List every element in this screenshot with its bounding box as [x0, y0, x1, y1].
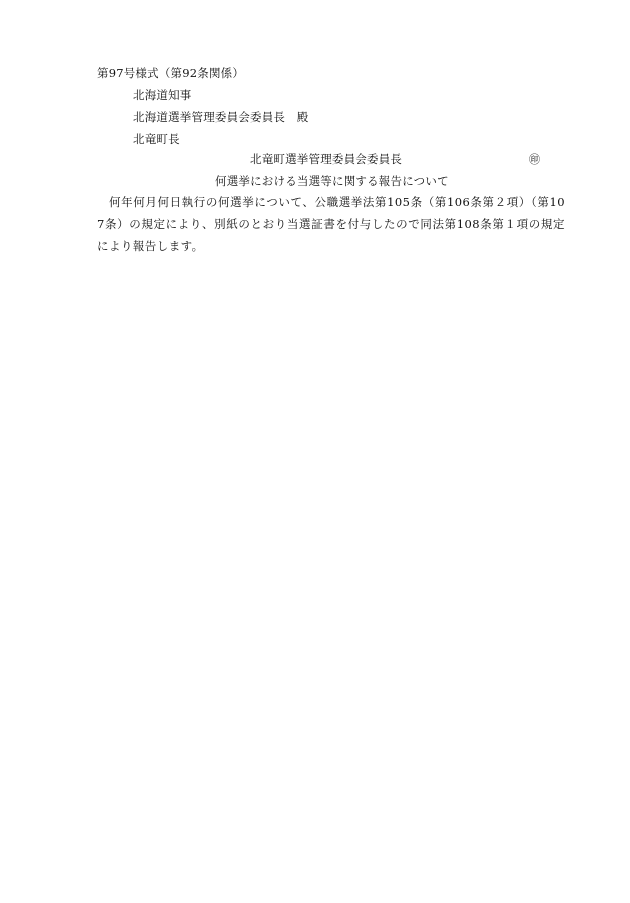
addressee-governor: 北海道知事 [133, 88, 192, 102]
form-number-line: 第97号様式（第92条関係） [97, 66, 245, 80]
addressee-election-commission: 北海道選挙管理委員会委員長 殿 [133, 110, 309, 124]
seal-mark: ㊞ [529, 153, 540, 166]
addressee-town-mayor: 北竜町長 [133, 132, 180, 146]
document-title: 何選挙における当選等に関する報告について [215, 174, 449, 188]
body-paragraph: 何年何月何日執行の何選挙について、公職選挙法第105条（第106条第２項）（第107条）の規定により、別紙のとおり当選証書を付与したので同法第108条第１項の規定により報告します。 [97, 195, 565, 253]
sender-name: 北竜町選挙管理委員会委員長 [250, 152, 403, 166]
